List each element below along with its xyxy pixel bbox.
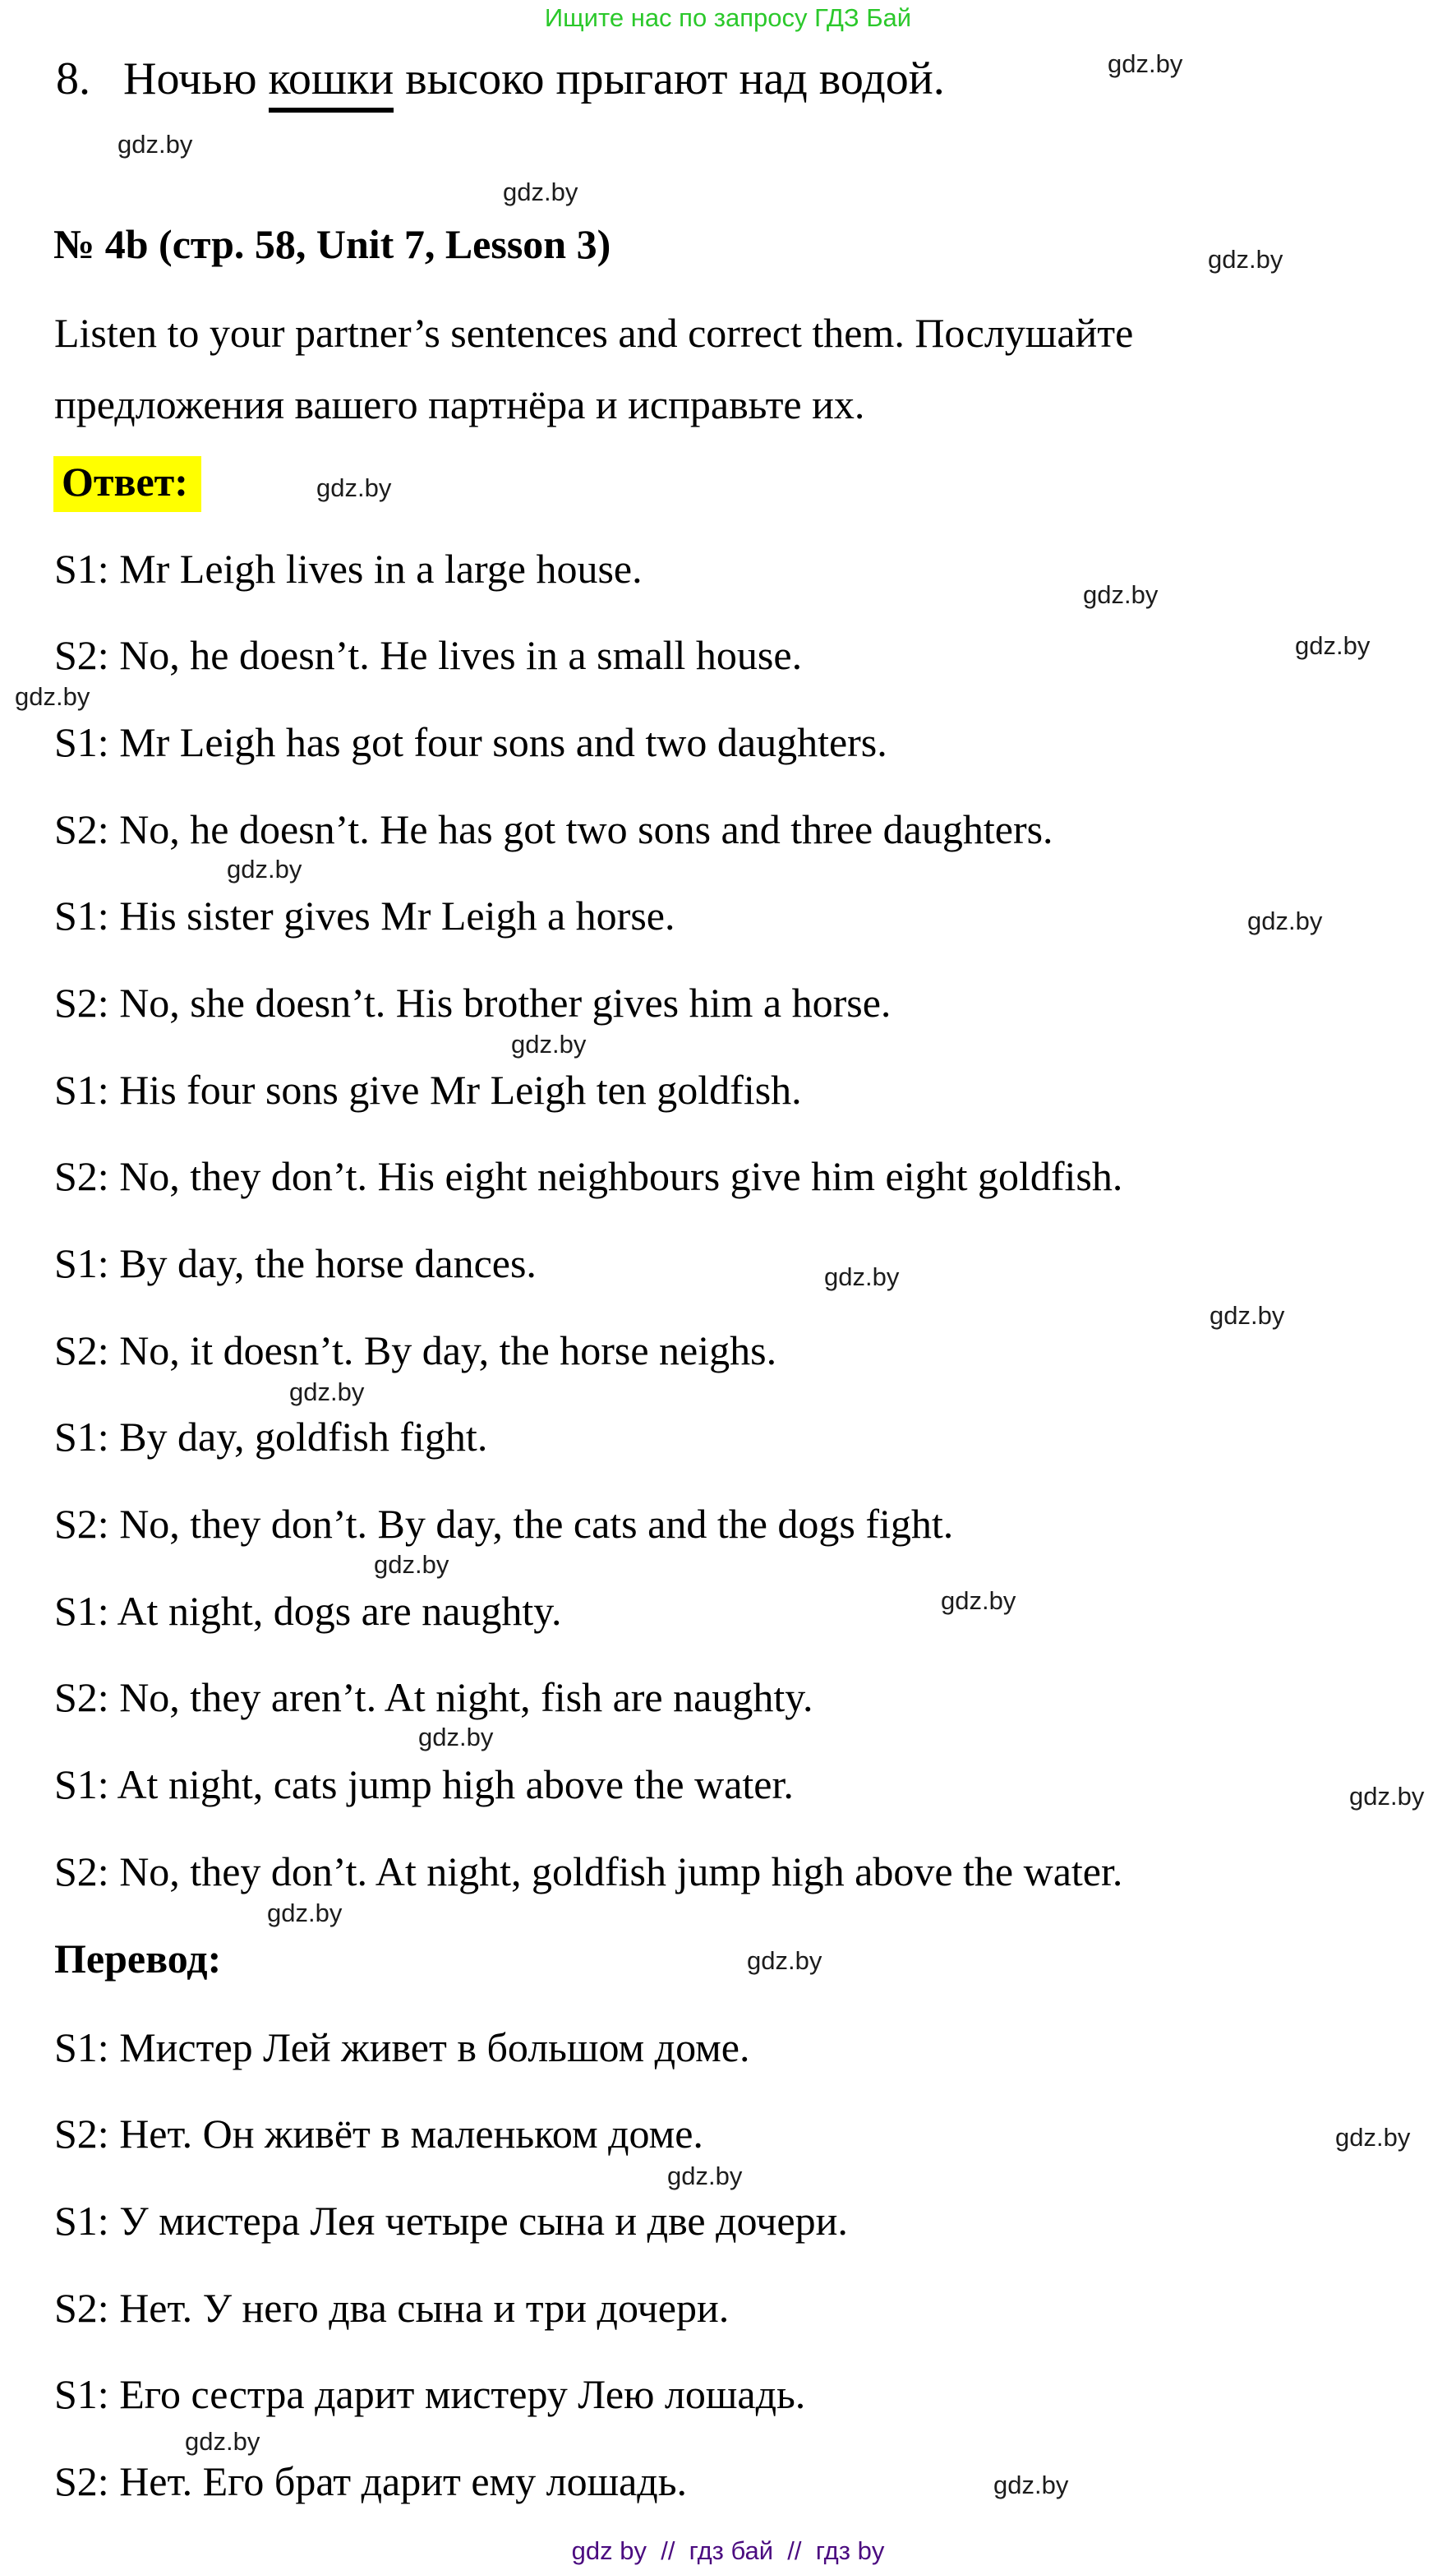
gdz-watermark: gdz.by [418,1723,494,1751]
gdz-watermark: gdz.by [1208,245,1283,274]
gdz-watermark: gdz.by [1108,49,1183,78]
gdz-watermark: gdz.by [1247,907,1323,935]
gdz-watermark: gdz.by [511,1030,587,1059]
gdz-watermark: gdz.by [1349,1782,1425,1811]
task-instruction-line-1: Listen to your partner’s sentences and correct them. Послушайте [54,310,1134,356]
dialogue-line-en-6: S2: No, she doesn’t. His brother gives him a horse. [54,980,892,1026]
dialogue-line-en-8: S2: No, they don’t. His eight neighbours give him eight goldfish. [54,1153,1123,1199]
gdz-watermark: gdz.by [117,130,193,159]
gdz-watermark: gdz.by [1209,1301,1285,1330]
dialogue-line-en-14: S2: No, they aren’t. At night, fish are naughty. [54,1674,813,1720]
dialogue-line-ru-5: S1: Его сестра дарит мистеру Лею лошадь. [54,2371,806,2417]
dialogue-line-en-7: S1: His four sons give Mr Leigh ten goldfish. [54,1067,802,1113]
task-instruction-line-2: предложения вашего партнёра и исправьте их. [54,381,865,427]
gdz-watermark: gdz.by [993,2471,1069,2499]
footer-tags: gdz by // гдз бай // гдз by [571,2536,885,2565]
dialogue-line-en-3: S1: Mr Leigh has got four sons and two daughters. [54,719,887,765]
task-heading: № 4b (стр. 58, Unit 7, Lesson 3) [53,221,611,267]
dialogue-line-en-9: S1: By day, the horse dances. [54,1240,537,1286]
exercise-item-8 [56,53,945,105]
dialogue-line-en-13: S1: At night, dogs are naughty. [54,1588,562,1634]
gdz-watermark: gdz.by [747,1946,822,1975]
gdz-watermark: gdz.by [503,178,578,206]
gdz-watermark: gdz.by [185,2427,260,2456]
dialogue-line-en-4: S2: No, he doesn’t. He has got two sons and three daughters. [54,806,1053,852]
sentence-part-after: высоко прыгают над водой. [394,53,945,104]
dialogue-line-en-15: S1: At night, cats jump high above the water. [54,1761,794,1807]
dialogue-line-en-12: S2: No, they don’t. By day, the cats and the dogs fight. [54,1501,954,1547]
gdz-watermark: gdz.by [316,473,392,502]
dialogue-line-ru-2: S2: Нет. Он живёт в маленьком доме. [54,2111,703,2157]
gdz-watermark: gdz.by [267,1899,343,1927]
dialogue-line-en-16: S2: No, they don’t. At night, goldfish jump high above the water. [54,1848,1123,1894]
dialogue-line-ru-3: S1: У мистера Лея четыре сына и две дочери. [54,2198,848,2244]
dialogue-line-ru-1: S1: Мистер Лей живет в большом доме. [54,2024,750,2070]
dialogue-line-ru-6: S2: Нет. Его брат дарит ему лошадь. [54,2458,688,2504]
underlined-word: кошки [269,53,394,113]
gdz-watermark: gdz.by [289,1377,365,1406]
dialogue-line-en-2: S2: No, he doesn’t. He lives in a small house. [54,632,803,678]
gdz-watermark: gdz.by [941,1586,1016,1615]
gdz-watermark: gdz.by [1335,2123,1411,2152]
gdz-watermark: gdz.by [374,1550,449,1579]
item-number: 8. [56,53,90,104]
gdz-watermark: gdz.by [667,2162,743,2190]
gdz-watermark: gdz.by [1295,631,1371,660]
gdz-watermark: gdz.by [227,855,302,884]
gdz-watermark: gdz.by [824,1262,900,1291]
gdz-watermark: gdz.by [15,682,90,711]
promo-banner: Ищите нас по запросу ГДЗ Бай [544,3,912,32]
answer-label: Ответ: [53,456,201,512]
dialogue-line-en-1: S1: Mr Leigh lives in a large house. [54,546,643,592]
dialogue-line-ru-4: S2: Нет. У него два сына и три дочери. [54,2285,730,2331]
dialogue-line-en-11: S1: By day, goldfish fight. [54,1414,488,1460]
translation-label: Перевод: [54,1936,222,1982]
dialogue-line-en-5: S1: His sister gives Mr Leigh a horse. [54,893,675,939]
gdz-watermark: gdz.by [1083,580,1159,609]
sentence-part-before: Ночью [123,53,269,104]
dialogue-line-en-10: S2: No, it doesn’t. By day, the horse neighs. [54,1327,777,1373]
